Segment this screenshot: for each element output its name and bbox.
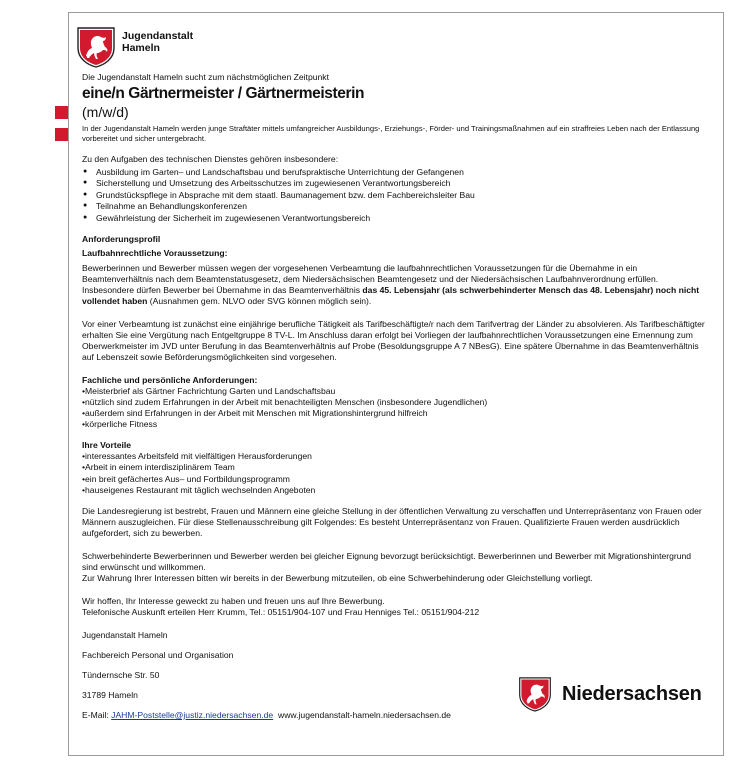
list-item: ● Grundstückspflege in Absprache mit dem staatl. Baumanagement bzw. dem Fachbereichsleiter Bau	[82, 190, 708, 202]
contact-name: Jugendanstalt Hameln	[82, 629, 168, 640]
email-link[interactable]: JAHM-Poststelle@justiz.niedersachsen.de	[111, 709, 274, 720]
ad-content	[82, 72, 708, 730]
career-text-b: (Ausnahmen gem. NLVO oder SVG können möglich sein).	[147, 295, 372, 306]
decor-red-square-2	[55, 128, 68, 141]
footer-logo	[518, 676, 702, 712]
horse-crest-icon	[76, 26, 116, 68]
list-item: • Arbeit in einem interdisziplinärem Team	[82, 462, 708, 473]
horse-crest-icon	[518, 676, 552, 712]
list-item: ● Ausbildung im Garten– und Landschaftsbau und berufspraktische Unterrichtung der Gefangenen	[82, 167, 708, 179]
tasks-list	[82, 167, 708, 225]
intro-text: Die Jugendanstalt Hameln sucht zum nächstmöglichen Zeitpunkt	[82, 72, 329, 82]
profile-heading: Anforderungsprofil	[82, 233, 161, 244]
list-item: ● Gewährleistung der Sicherheit im zugewiesenen Verantwortungsbereich	[82, 213, 708, 225]
benefits-heading: Ihre Vorteile	[82, 440, 132, 451]
contact-street: Tündernsche Str. 50	[82, 669, 160, 680]
interest-text: Zur Wahrung Ihrer Interessen bitten wir bereits in der Bewerbung mitzuteilen, ob eine Schwerbehinderung oder Gleichstellung vorliegt.	[82, 572, 593, 583]
job-title: eine/n Gärtnermeister / Gärtnermeisterin	[82, 85, 365, 103]
header-logo	[76, 26, 193, 68]
list-item: • hauseigenes Restaurant mit täglich wechselnden Angeboten	[82, 485, 708, 496]
skills-heading: Fachliche und persönliche Anforderungen:	[82, 374, 258, 385]
job-subtitle: (m/w/d)	[82, 103, 129, 120]
decor-red-square	[55, 106, 68, 119]
tasks-intro: Zu den Aufgaben des technischen Dienstes gehören insbesondere:	[82, 153, 339, 164]
list-item: • außerdem sind Erfahrungen in der Arbeit mit Menschen mit Migrationshintergrund hilfreich	[82, 408, 708, 419]
career-text-bold: das 45. Lebensjahr (als schwerbehinderter Mensch das 48. Lebensjahr) noch nicht vollendet haben	[82, 284, 700, 306]
org-name-line2: Hameln	[122, 42, 160, 55]
list-item: • ein breit gefächertes Aus– und Fortbildungsprogramm	[82, 474, 708, 485]
list-item: • interessantes Arbeitsfeld mit vielfältigen Herausforderungen	[82, 451, 708, 462]
career-text-a: Bewerberinnen und Bewerber müssen wegen der vorgesehenen Verbeamtung die laufbahnrechtlichen Voraussetzungen für die Übernahme in ein Beamtenverhältnis nach dem Beamtenstatusgesetz, dem Niedersächsischen Beamtengesetz und der Niedersächsischen Laufbahnverordnung erfüllen. Insbesondere dürfen Bewerber bei Übernahme in das Beamtenverhältnis	[82, 262, 659, 295]
org-name-line1: Jugendanstalt	[122, 30, 194, 42]
hope-text: Wir hoffen, Ihr Interesse geweckt zu haben und freuen uns auf Ihre Bewerbung.	[82, 595, 385, 606]
verbeamtung-text: Vor einer Verbeamtung ist zunächst eine einjährige berufliche Tätigkeit als Tarifbeschäftigte/r nach dem Tarifvertrag der Länder zu absolvieren. Als Tarifbeschäftigter erhalten Sie eine Vergütung nach Entgeltgruppe 8 TV-L. Im Anschluss daran erfolgt bei Vorliegen der laufbahnrechtlichen Voraussetzungen eine Ernennung zum Oberwerkmeister im JVD unter Berufung in das Beamtenverhältnis auf Probe (Besoldungsgruppe A 7 NBesG). Eine spätere Übernahme in das Beamtenverhältnis auf Lebenszeit sowie Beförderungsmöglichkeiten sind vorgesehen.	[82, 318, 705, 362]
email-label: E-Mail:	[82, 709, 112, 720]
skills-list	[82, 386, 708, 431]
career-text	[82, 263, 708, 307]
org-name	[122, 30, 193, 54]
list-item: ● Sicherstellung und Umsetzung des Arbeitsschutzes im zugewiesenen Verantwortungsbereich	[82, 178, 708, 190]
list-item: • körperliche Fitness	[82, 419, 708, 430]
equality-text: Die Landesregierung ist bestrebt, Frauen und Männern eine gleiche Stellung in der öffentlichen Verwaltung zu verschaffen und Unterrepräsentanz von Frauen oder Männern auszugleichen. Für diese Stellenausschreibung gilt Folgendes: Es besteht Unterrepräsentanz von Frauen. Qualifizierte Frauen werden ausdrücklich aufgefordert, sich zu bewerben.	[82, 505, 702, 538]
disability-text: Schwerbehinderte Bewerberinnen und Bewerber werden bei gleicher Eignung bevorzugt berücksichtigt. Bewerberinnen und Bewerber mit Migrationshintergrund sind erwünscht und willkommen.	[82, 550, 692, 572]
contact-department: Fachbereich Personal und Organisation	[82, 649, 234, 660]
website-link[interactable]: www.jugendanstalt-hameln.niedersachsen.de	[277, 709, 451, 720]
list-item: • nützlich sind zudem Erfahrungen in der Arbeit mit benachteiligten Menschen (insbesondere Jugendlichen)	[82, 397, 708, 408]
lead-text: In der Jugendanstalt Hameln werden junge Straftäter mittels umfangreicher Ausbildungs-, Erziehungs-, Förder- und Trainingsmaßnahmen auf ein straffreies Leben nach der Entlassung vorbereitet und sicher untergebracht.	[82, 123, 700, 143]
contact-city: 31789 Hameln	[82, 689, 138, 700]
phone-text: Telefonische Auskunft erteilen Herr Krumm, Tel.: 05151/904-107 und Frau Henniges Tel.: 05151/904-212	[82, 606, 480, 617]
list-item: ● Teilnahme an Behandlungskonferenzen	[82, 201, 708, 213]
career-heading: Laufbahnrechtliche Voraussetzung:	[82, 247, 228, 258]
benefits-list	[82, 451, 708, 496]
footer-logo-text: Niedersachsen	[562, 682, 702, 705]
list-item: • Meisterbrief als Gärtner Fachrichtung Garten und Landschaftsbau	[82, 386, 708, 397]
